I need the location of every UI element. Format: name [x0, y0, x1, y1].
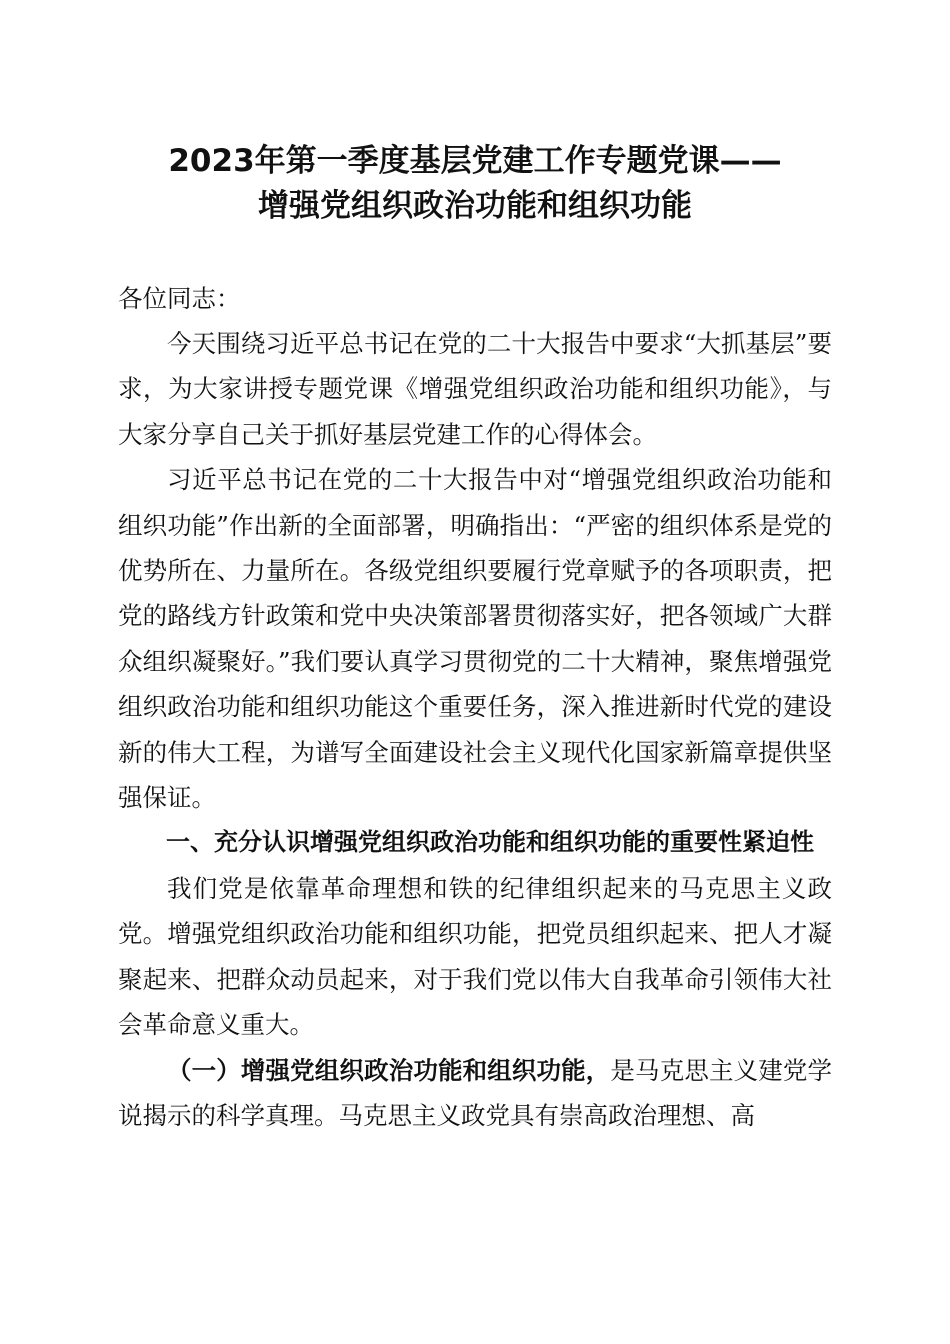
subsection-1: [118, 1048, 832, 1139]
section-heading-1: 一、充分认识增强党组织政治功能和组织功能的重要性紧迫性: [166, 828, 814, 857]
document-title-line-2: 增强党组织政治功能和组织功能: [258, 188, 692, 224]
document-title-line-1: 2023年第一季度基层党建工作专题党课——: [168, 143, 782, 179]
paragraph-party-role: 我们党是依靠革命理想和铁的纪律组织起来的马克思主义政党。增强党组织政治功能和组织功能，把党员组织起来、把人才凝聚起来、把群众动员起来，对于我们党以伟大自我革命引领伟大社会革命意义重大。: [118, 873, 832, 1040]
subsection-1-lead: （一）增强党组织政治功能和组织功能，: [167, 1055, 611, 1085]
paragraph-intro: 今天围绕习近平总书记在党的二十大报告中要求“大抓基层”要求，为大家讲授专题党课《增强党组织政治功能和组织功能》，与大家分享自己关于抓好基层党建工作的心得体会。: [118, 329, 832, 449]
paragraph-report-quote: 习近平总书记在党的二十大报告中对“增强党组织政治功能和组织功能”作出新的全面部署，明确指出：“严密的组织体系是党的优势所在、力量所在。各级党组织要履行党章赋予的各项职责，把党的路线方针政策和党中央决策部署贯彻落实好，把各领域广大群众组织凝聚好。”我们要认真学习贯彻党的二十大精神，聚焦增强党组织政治功能和组织功能这个重要任务，深入推进新时代党的建设新的伟大工程，为谱写全面建设社会主义现代化国家新篇章提供坚强保证。: [118, 465, 832, 813]
greeting: 各位同志：: [118, 284, 241, 313]
subsection-1-text: 是马克思主义建党学说揭示的科学真理。马克思主义政党具有崇高政治理想、高: [118, 1055, 832, 1130]
document-body: [118, 321, 832, 1138]
